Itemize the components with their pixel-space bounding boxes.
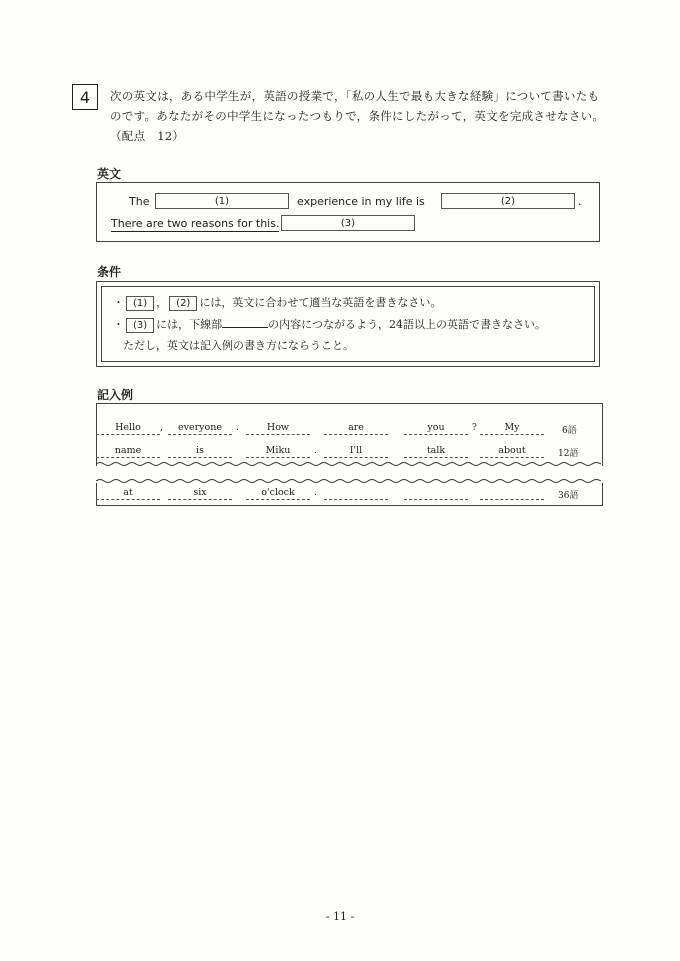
word-count: 36語 (558, 491, 579, 501)
slot-3[interactable]: (3) (281, 215, 415, 231)
page-number: - 11 - (325, 910, 355, 923)
sentence-heading: 英文 (97, 167, 122, 181)
example-punct: ? (472, 423, 477, 433)
underline-blank (222, 315, 268, 328)
condition-line-1: ・ (1) ， (2) には，英文に合わせて適当な英語を書きなさい。 (113, 296, 442, 309)
cond-slot-2: (2) (169, 296, 197, 311)
cond-slot-1: (1) (126, 296, 154, 311)
question-intro: 次の英文は，ある中学生が，英語の授業で，「私の人生で最も大きな経験」について書いたものです。あなたがその中学生になったつもりで，条件にしたがって，英文を完成させなさい。（配点 12） (110, 89, 605, 143)
example-word: about (480, 445, 544, 458)
sentence-second-line: There are two reasons for this. (111, 217, 280, 230)
conditions-box (96, 281, 600, 367)
example-word: o'clock (246, 487, 310, 500)
example-word: talk (404, 445, 468, 458)
example-word: Hello (96, 422, 160, 435)
wave-break-top (96, 461, 601, 467)
sentence-period: . (578, 195, 582, 208)
sentence-the: The (129, 195, 150, 208)
example-word: I'll (324, 445, 388, 458)
example-word: are (324, 422, 388, 435)
example-word: How (246, 422, 310, 435)
sentence-box (96, 182, 600, 242)
example-punct: . (236, 423, 239, 433)
word-count: 12語 (558, 449, 579, 459)
example-word: name (96, 445, 160, 458)
sentence-middle: experience in my life is (297, 195, 425, 208)
cond-slot-3: (3) (126, 318, 154, 333)
example-word: you (404, 422, 468, 435)
example-word (324, 487, 388, 500)
example-punct: . (314, 488, 317, 498)
slot-2[interactable]: (2) (441, 193, 575, 209)
example-word: is (168, 445, 232, 458)
question-number: 4 (72, 84, 98, 110)
slot-1[interactable]: (1) (155, 193, 289, 209)
example-word (404, 487, 468, 500)
example-word: My (480, 422, 544, 435)
example-heading: 記入例 (97, 388, 134, 402)
example-punct: , (160, 423, 163, 433)
condition-line-2: ・ (3) には，下線部 の内容につながるよう，24語以上の英語で書きなさい。 (113, 314, 546, 336)
conditions-heading: 条件 (97, 265, 122, 279)
example-word: Miku (246, 445, 310, 458)
example-word: six (168, 487, 232, 500)
example-word: at (96, 487, 160, 500)
example-word (480, 487, 544, 500)
word-count: 6語 (562, 426, 577, 436)
condition-line-3: ただし，英文は記入例の書き方にならうこと。 (123, 339, 354, 352)
example-punct: . (314, 446, 317, 456)
example-word: everyone (168, 422, 232, 435)
